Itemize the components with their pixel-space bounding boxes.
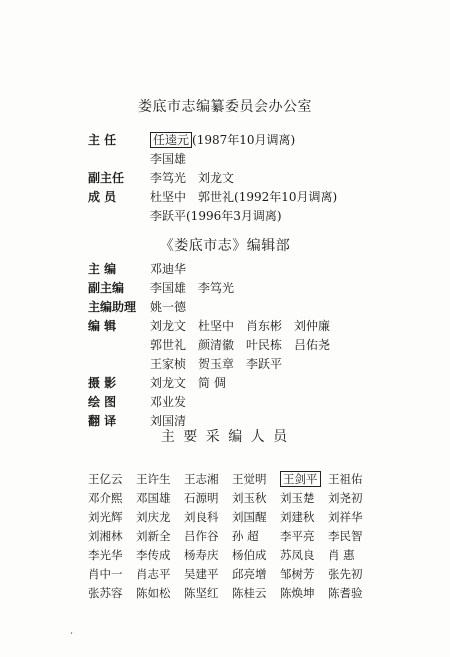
member-name: 李笃光 <box>150 171 187 185</box>
member-name: 刘仲廉 <box>294 319 331 333</box>
role-label: 成 员 <box>88 190 117 204</box>
staff-name: 陈桂云 <box>232 586 267 600</box>
staff-name: 李平亮 <box>280 529 315 543</box>
member-name: 李跃平 <box>246 357 283 371</box>
member-name: 肖东彬 <box>246 319 283 333</box>
staff-row <box>88 508 378 527</box>
editorial-title: 《娄底市志》编辑部 <box>159 238 291 254</box>
scan-mark: ، <box>70 627 73 637</box>
role-label: 主 任 <box>88 133 117 147</box>
member-name: 杜坚中 <box>198 319 235 333</box>
member-name: 邓业发 <box>150 395 187 409</box>
role-label: 主 编 <box>88 262 117 276</box>
member-name: 李国雄 <box>150 281 187 295</box>
editorial-row <box>88 392 198 412</box>
staff-name: 陈如松 <box>136 586 171 600</box>
staff-name: 苏凤良 <box>280 548 315 562</box>
staff-name: 王剑平 <box>280 470 328 489</box>
staff-name: 王亿云 <box>88 472 123 486</box>
office-row <box>88 206 294 226</box>
role-label: 编 辑 <box>88 319 117 333</box>
role-label: 副主任 <box>88 171 125 185</box>
staff-name: 刘庆龙 <box>136 510 171 524</box>
staff-name: 陈坚红 <box>184 586 219 600</box>
staff-name: 邓介熙 <box>88 491 123 505</box>
member-name: 刘龙文 <box>150 376 187 390</box>
role-label: 摄 影 <box>88 376 117 390</box>
staff-name: 陈焕坤 <box>280 586 315 600</box>
staff-name: 刘光辉 <box>88 510 123 524</box>
member-name: 颜清徽 <box>198 338 235 352</box>
staff-name: 王许生 <box>136 472 171 486</box>
staff-name: 刘新全 <box>136 529 171 543</box>
member-name: 贺玉章 <box>198 357 235 371</box>
staff-row <box>88 470 378 489</box>
member-name: 刘龙文 <box>150 319 187 333</box>
editorial-row <box>88 354 294 374</box>
staff-row <box>88 527 378 546</box>
staff-row <box>88 489 378 508</box>
staff-grid <box>88 470 378 603</box>
staff-name: 刘玉秋 <box>232 491 267 505</box>
staff-name: 刘祥华 <box>328 510 363 524</box>
staff-name: 肖 惠 <box>328 548 355 562</box>
staff-name: 王志湘 <box>184 472 219 486</box>
office-row <box>88 187 349 207</box>
member-name: 李跃平(1996年3月调离) <box>150 209 282 223</box>
staff-name: 刘国醒 <box>232 510 267 524</box>
editorial-row <box>88 278 246 298</box>
role-label: 翻 译 <box>88 414 117 428</box>
editorial-row <box>88 259 198 279</box>
member-name: 叶民栋 <box>246 338 283 352</box>
staff-row <box>88 584 378 603</box>
member-name: 杜坚中 <box>150 190 187 204</box>
staff-name: 杨寿庆 <box>184 548 219 562</box>
staff-name: 吴建平 <box>184 567 219 581</box>
editorial-row <box>88 335 342 355</box>
member-name: 刘国清 <box>150 414 187 428</box>
staff-name: 杨伯成 <box>232 548 267 562</box>
member-name: (1987年10月调离) <box>192 133 296 147</box>
role-label: 绘 图 <box>88 395 117 409</box>
member-name: 姚一德 <box>150 300 187 314</box>
staff-name: 张苏容 <box>88 586 123 600</box>
member-name: 邓迪华 <box>150 262 187 276</box>
staff-name: 肖志平 <box>136 567 171 581</box>
editorial-row <box>88 297 198 317</box>
staff-name: 刘建秋 <box>280 510 315 524</box>
member-name: 任逵元 <box>150 132 192 148</box>
staff-name: 陈耆验 <box>328 586 363 600</box>
staff-name: 李传成 <box>136 548 171 562</box>
staff-name: 王觉明 <box>232 472 267 486</box>
member-name: 简 倜 <box>198 376 226 390</box>
member-name: 李国雄 <box>150 152 187 166</box>
editorial-row <box>88 373 238 393</box>
staff-name: 刘玉楚 <box>280 491 315 505</box>
staff-name: 张先初 <box>328 567 363 581</box>
staff-name: 刘良科 <box>184 510 219 524</box>
member-name: 王家桢 <box>150 357 187 371</box>
staff-row <box>88 565 378 584</box>
staff-name: 李光华 <box>88 548 123 562</box>
staff-name: 石源明 <box>184 491 219 505</box>
office-row <box>88 168 246 188</box>
staff-row <box>88 546 378 565</box>
staff-name: 吕作谷 <box>184 529 219 543</box>
member-name: 李笃光 <box>198 281 235 295</box>
staff-name: 刘湘林 <box>88 529 123 543</box>
staff-name: 邓国雄 <box>136 491 171 505</box>
staff-name: 肖中一 <box>88 567 123 581</box>
member-name: 郭世礼 <box>150 338 187 352</box>
member-name: 吕佑尧 <box>294 338 331 352</box>
member-name: 刘龙文 <box>198 171 235 185</box>
staff-name: 邹树芳 <box>280 567 315 581</box>
office-row <box>88 149 198 169</box>
role-label: 副主编 <box>88 281 125 295</box>
member-name: 郭世礼(1992年10月调离) <box>198 190 338 204</box>
office-row <box>88 130 307 150</box>
staff-name: 刘尧初 <box>328 491 363 505</box>
staff-name: 王祖佑 <box>328 472 363 486</box>
editorial-row <box>88 316 342 336</box>
staff-title: 主 要 采 编 人 员 <box>160 429 290 445</box>
staff-name: 孙 超 <box>232 529 259 543</box>
staff-name: 邱亮增 <box>232 567 267 581</box>
office-title: 娄底市志编纂委员会办公室 <box>138 99 312 115</box>
role-label: 主编助理 <box>88 300 137 314</box>
staff-name: 李民智 <box>328 529 363 543</box>
